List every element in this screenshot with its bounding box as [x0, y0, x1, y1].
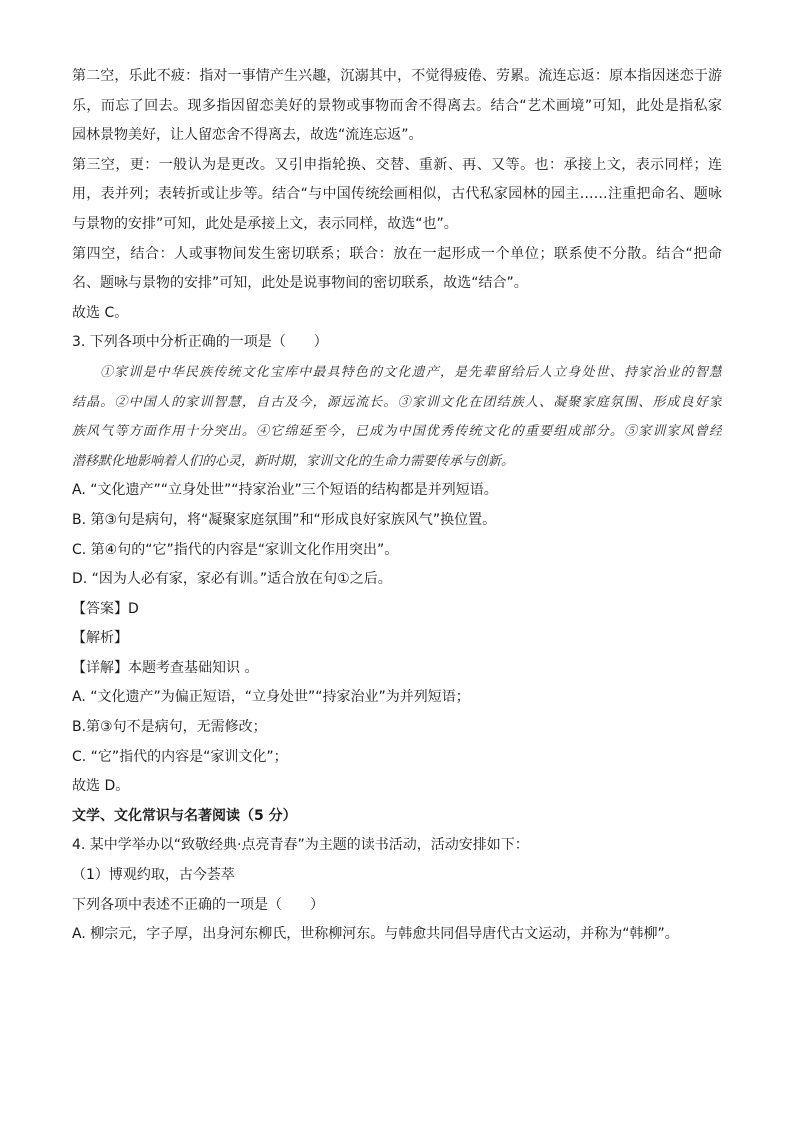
option-line: A. “文化遗产”为偏正短语，“立身处世”“持家治业”为并列短语； [72, 689, 470, 706]
option-line: A. “文化遗产”“立身处世”“持家治业”三个短语的结构都是并列短语。 [72, 482, 498, 499]
text-line: 第三空，更：一般认为是更改。又引申指轮换、交替、重新、再、又等。也：承接上文，表示同样；连 [72, 156, 722, 173]
text-line: 用，表并列；表转折或让步等。结合“与中国传统绘画相似，古代私家园林的园主……注重把命名、题咏 [72, 186, 722, 203]
option-line: D. “因为人必有家，家必有训。”适合放在句①之后。 [72, 571, 392, 588]
option-line: C. “它”指代的内容是“家训文化”； [72, 748, 288, 765]
text-line: 第四空，结合：人或事物间发生密切联系；联合：放在一起形成一个单位；联系使不分散。结合“把命 [72, 245, 722, 262]
document-page [72, 62, 722, 950]
text-line: 故选 C。 [72, 304, 129, 321]
text-line: 与景物的安排”可知，此处是承接上文，表示同样，故选“也”。 [72, 215, 458, 232]
question-stem: 4. 某中学举办以“致敬经典·点亮青春”为主题的读书活动，活动安排如下： [72, 837, 529, 854]
text-line: 第二空，乐此不疲：指对一事情产生兴趣，沉溺其中，不觉得疲倦、劳累。流连忘返：原本指因迷恋于游 [72, 68, 722, 84]
detail-line: 【详解】本题考查基础知识 。 [72, 659, 259, 676]
text-line: 名、题咏与景物的安排”可知，此处是说事物间的密切联系，故选“结合”。 [72, 275, 528, 292]
section-heading: 文学、文化常识与名著阅读（5 分） [72, 807, 297, 824]
option-line: A. 柳宗元，字子厚，出身河东柳氏，世称柳河东。与韩愈共同倡导唐代古文运动，并称为“韩柳”。 [72, 926, 679, 943]
text-line: 乐，而忘了回去。现多指因留恋美好的景物或事物而舍不得离去。结合“艺术画境”可知，此处是指私家 [72, 97, 722, 114]
passage-line: ①家训是中华民族传统文化宝库中最具特色的文化遗产，是先辈留给后人立身处世、持家治业的智慧 [100, 364, 722, 380]
text-line: 下列各项中表述不正确的一项是（ ） [72, 896, 324, 913]
question-stem: 3. 下列各项中分析正确的一项是（ ） [72, 334, 328, 351]
option-line: C. 第④句的“它”指代的内容是“家训文化作用突出”。 [72, 541, 399, 558]
analysis-label: 【解析】 [72, 630, 128, 647]
option-line: B.第③句不是病句，无需修改； [72, 719, 267, 736]
option-line: B. 第③句是病句，将“凝聚家庭氛围”和“形成良好家族风气”换位置。 [72, 511, 497, 528]
text-line: 园林景物美好，让人留恋舍不得离去，故选“流连忘返”。 [72, 127, 423, 144]
passage-line: 潜移默化地影响着人们的心灵，新时期，家训文化的生命力需要传承与创新。 [72, 453, 515, 469]
text-line: 故选 D。 [72, 778, 130, 795]
answer-line: 【答案】D [72, 600, 139, 617]
text-line: （1）博观约取，古今荟萃 [72, 867, 235, 884]
passage-line: 结晶。②中国人的家训智慧，自古及今，源远流长。③家训文化在团结族人、凝聚家庭氛围、形成良好家 [72, 394, 722, 410]
passage-line: 族风气等方面作用十分突出。④它绵延至今，已成为中国优秀传统文化的重要组成部分。⑤家训家风曾经 [72, 424, 722, 440]
